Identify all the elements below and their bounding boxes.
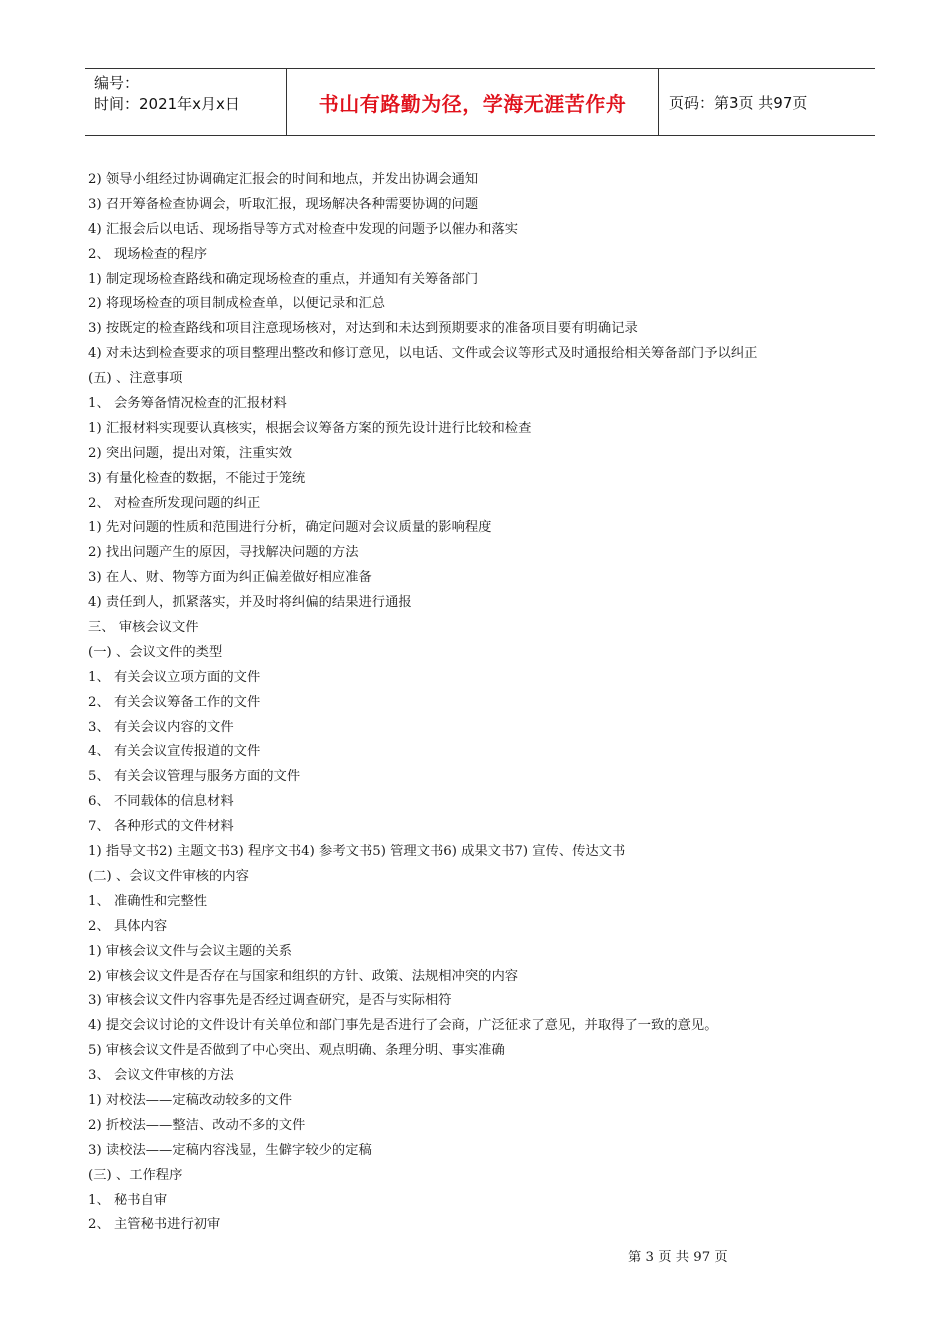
page-header xyxy=(85,68,875,136)
text-line: 2、 具体内容 xyxy=(88,918,168,934)
text-line: 2、 对检查所发现问题的纠正 xyxy=(88,495,261,511)
text-line: 4) 汇报会后以电话、现场指导等方式对检查中发现的问题予以催办和落实 xyxy=(88,221,519,237)
text-line: 1) 汇报材料实现要认真核实，根据会议筹备方案的预先设计进行比较和检查 xyxy=(88,420,532,436)
header-motto: 书山有路勤为径，学海无涯苦作舟 xyxy=(286,69,659,135)
header-page-code: 页码：第3页 共97页 xyxy=(669,93,808,112)
text-line: 2) 将现场检查的项目制成检查单，以便记录和汇总 xyxy=(88,296,386,312)
text-line: 3) 在人、财、物等方面为纠正偏差做好相应准备 xyxy=(88,570,372,586)
text-line: 6、 不同载体的信息材料 xyxy=(88,794,234,810)
text-line: 4) 责任到人，抓紧落实，并及时将纠偏的结果进行通报 xyxy=(88,595,412,611)
text-line: 1) 先对问题的性质和范围进行分析，确定问题对会议质量的影响程度 xyxy=(88,520,492,536)
text-line: 3) 有量化检查的数据，不能过于笼统 xyxy=(88,470,306,486)
text-line: (二) 、会议文件审核的内容 xyxy=(88,868,249,884)
text-line: 4) 提交会议讨论的文件设计有关单位和部门事先是否进行了会商，广泛征求了意见，并取得了一致的意见。 xyxy=(88,1018,718,1034)
text-line: 1、 有关会议立项方面的文件 xyxy=(88,669,261,685)
text-line: 1、 会务筹备情况检查的汇报材料 xyxy=(88,396,287,412)
text-line: 5、 有关会议管理与服务方面的文件 xyxy=(88,769,301,785)
text-line: 3、 有关会议内容的文件 xyxy=(88,719,234,735)
text-line: 2) 审核会议文件是否存在与国家和组织的方针、政策、法规相冲突的内容 xyxy=(88,968,519,984)
text-line: 2、 现场检查的程序 xyxy=(88,246,208,262)
text-line: 3) 按既定的检查路线和项目注意现场核对，对达到和未达到预期要求的准备项目要有明确记录 xyxy=(88,321,638,337)
text-line: 2) 找出问题产生的原因，寻找解决问题的方法 xyxy=(88,545,359,561)
text-line: 1、 秘书自审 xyxy=(88,1192,168,1208)
text-line: 2) 折校法——整洁、改动不多的文件 xyxy=(88,1117,306,1133)
text-line: 7、 各种形式的文件材料 xyxy=(88,819,234,835)
text-line: 1) 指导文书2) 主题文书3) 程序文书4) 参考文书5) 管理文书6) 成果文书7) 宣传、传达文书 xyxy=(88,844,626,860)
text-line: (五) 、注意事项 xyxy=(88,371,183,387)
page-footer: 第 3 页 共 97 页 xyxy=(628,1250,728,1265)
text-line: 2、 有关会议筹备工作的文件 xyxy=(88,694,261,710)
text-line: 2、 主管秘书进行初审 xyxy=(88,1217,221,1233)
header-meta xyxy=(85,69,286,135)
text-line: 1) 对校法——定稿改动较多的文件 xyxy=(88,1092,293,1108)
text-line: 2) 领导小组经过协调确定汇报会的时间和地点，并发出协调会通知 xyxy=(88,172,479,187)
text-line: 3) 读校法——定稿内容浅显，生僻字较少的定稿 xyxy=(88,1142,372,1158)
text-line: 3) 召开筹备检查协调会，听取汇报，现场解决各种需要协调的问题 xyxy=(88,196,479,212)
text-line: 2) 突出问题，提出对策，注重实效 xyxy=(88,445,293,461)
text-line: 5) 审核会议文件是否做到了中心突出、观点明确、条理分明、事实准确 xyxy=(88,1043,505,1059)
text-line: (一) 、会议文件的类型 xyxy=(88,644,223,660)
document-body xyxy=(88,168,868,1238)
text-line: 4、 有关会议宣传报道的文件 xyxy=(88,744,261,760)
text-line: 3、 会议文件审核的方法 xyxy=(88,1068,234,1084)
document-date: 时间：2021年x月x日 xyxy=(94,95,240,113)
text-line: 4) 对未达到检查要求的项目整理出整改和修订意见，以电话、文件或会议等形式及时通报给相关筹备部门予以纠正 xyxy=(88,346,758,362)
text-line: 1) 审核会议文件与会议主题的关系 xyxy=(88,943,293,959)
text-line: 1) 制定现场检查路线和确定现场检查的重点，并通知有关筹备部门 xyxy=(88,271,479,287)
text-line: 三、 审核会议文件 xyxy=(88,620,199,636)
text-line: 3) 审核会议文件内容事先是否经过调查研究，是否与实际相符 xyxy=(88,993,452,1009)
text-line: (三) 、工作程序 xyxy=(88,1167,183,1183)
document-number-label: 编号： xyxy=(94,74,140,92)
text-line: 1、 准确性和完整性 xyxy=(88,893,208,909)
